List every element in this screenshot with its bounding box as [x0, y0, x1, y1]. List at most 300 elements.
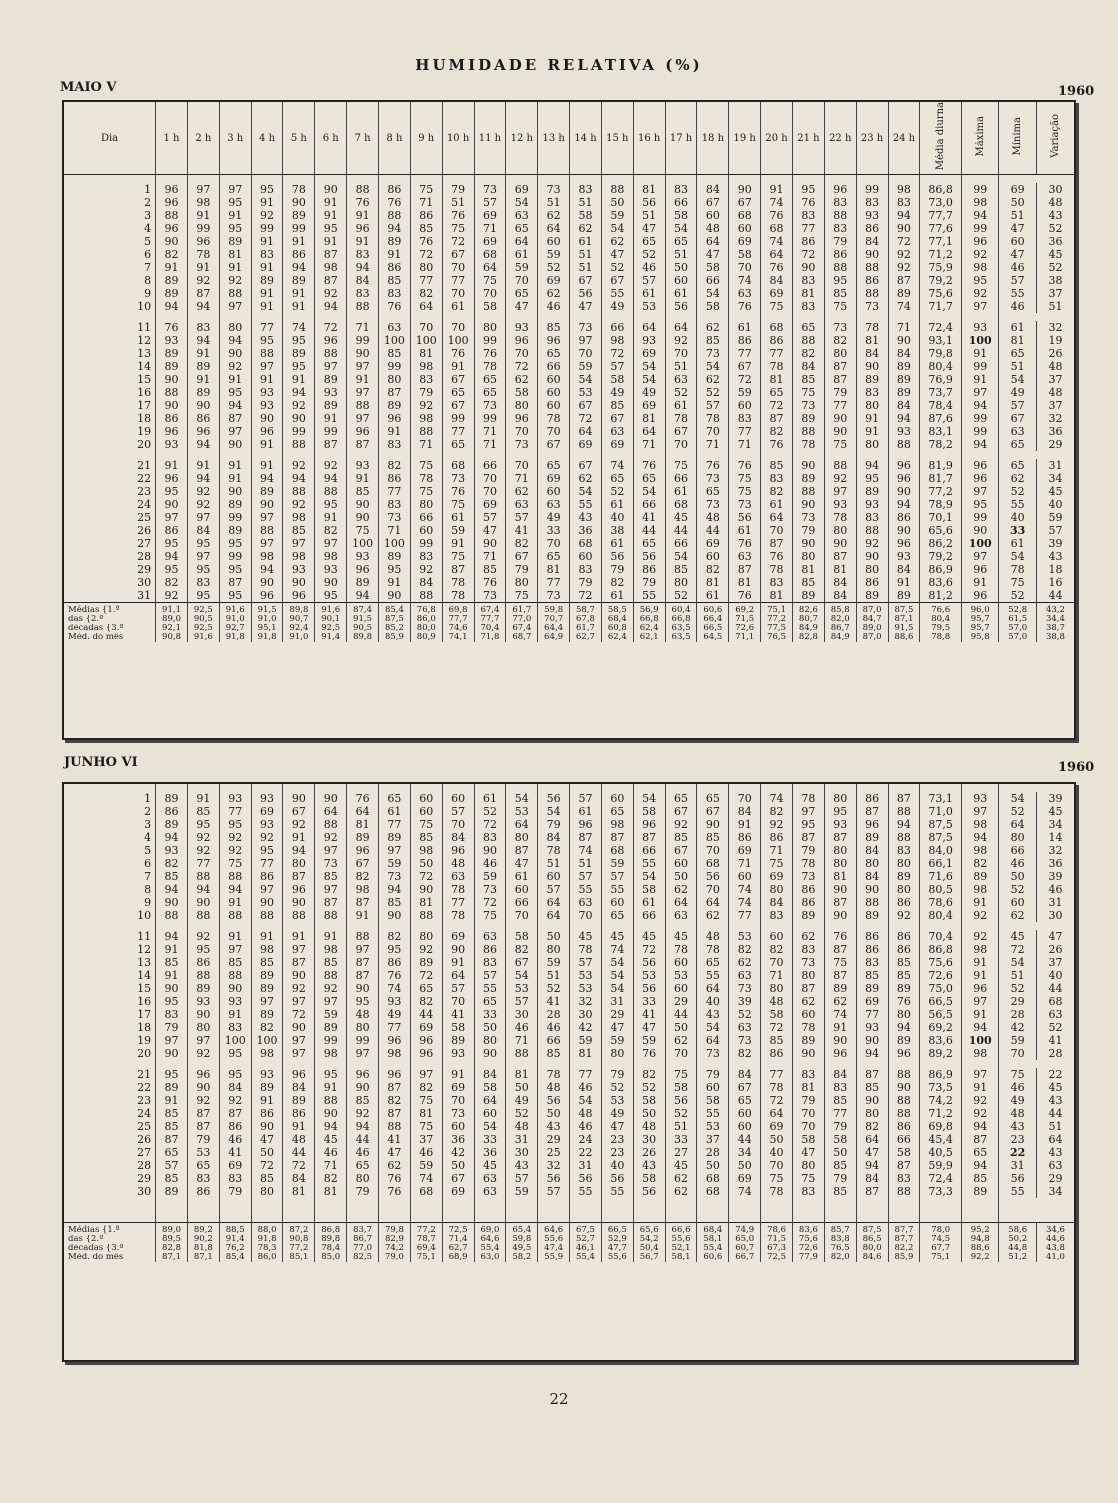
- value-cell: 96: [315, 334, 347, 347]
- value-cell: 94: [315, 472, 347, 485]
- value-cell: 72: [410, 248, 442, 261]
- means-value: 82,6: [792, 603, 824, 616]
- value-cell: 90: [347, 347, 379, 360]
- value-cell: 91: [156, 943, 188, 956]
- value-cell: 85: [856, 969, 888, 982]
- value-cell: 46: [474, 857, 506, 870]
- means-value: 55,4: [570, 1253, 602, 1262]
- means-value: 74,9: [729, 1223, 761, 1236]
- value-cell: 85: [888, 969, 920, 982]
- value-cell: 90: [474, 1047, 506, 1060]
- day-cell: 4: [144, 222, 152, 236]
- value-cell: 62: [697, 321, 729, 334]
- value-cell: 58: [697, 1094, 729, 1107]
- value-cell: 70: [506, 459, 538, 472]
- means-value: 80,4: [920, 615, 962, 624]
- value-cell: 83: [187, 1172, 219, 1185]
- value-cell: 84: [283, 1172, 315, 1185]
- value-cell: 70: [729, 261, 761, 274]
- value-cell: 44: [410, 1008, 442, 1021]
- value-cell: 71: [729, 857, 761, 870]
- value-cell: 91: [219, 459, 251, 472]
- means-value: 65,0: [729, 1235, 761, 1244]
- value-cell: 71: [888, 321, 920, 334]
- value-cell: 94: [156, 300, 188, 313]
- value-cell: 82: [251, 1021, 283, 1034]
- value-cell: 62: [538, 209, 570, 222]
- value-cell: 83: [187, 321, 219, 334]
- value-cell: 48: [283, 1133, 315, 1146]
- day-cell: 18: [137, 412, 152, 426]
- means-value: 75,6: [792, 1235, 824, 1244]
- value-cell: 92: [187, 831, 219, 844]
- value-cell: 53: [633, 300, 665, 313]
- value-cell: 67: [601, 412, 633, 425]
- value-cell: 80: [824, 347, 856, 360]
- means-value: 72,6: [792, 1244, 824, 1253]
- value-cell: 45: [1036, 485, 1074, 498]
- value-cell: 90: [219, 438, 251, 451]
- value-cell: 87: [283, 956, 315, 969]
- header-label: Mínima: [1012, 116, 1024, 156]
- header-cell: 21 h: [792, 102, 824, 175]
- value-cell: 72: [474, 896, 506, 909]
- value-cell: 61: [506, 248, 538, 261]
- value-cell: 90: [283, 576, 315, 589]
- value-cell: 68: [474, 248, 506, 261]
- means-value: 82,8: [156, 1244, 188, 1253]
- means-value: 77,7: [442, 615, 474, 624]
- value-cell: 95: [187, 563, 219, 576]
- value-cell: 89: [156, 360, 188, 373]
- means-row: [64, 1235, 1074, 1244]
- section-year-junho: 1960: [1058, 760, 1095, 775]
- value-cell: 83: [570, 563, 602, 576]
- value-cell: 85: [251, 956, 283, 969]
- value-cell: 55: [697, 1107, 729, 1120]
- day-cell: 20: [137, 438, 152, 452]
- value-cell: 69: [697, 537, 729, 550]
- value-cell: 97: [283, 943, 315, 956]
- value-cell: 83,1: [920, 425, 962, 438]
- value-cell: 91: [283, 1120, 315, 1133]
- header-label: Variação: [1049, 114, 1061, 158]
- value-cell: 30: [506, 1146, 538, 1159]
- value-cell: 96: [506, 412, 538, 425]
- value-cell: 57: [442, 982, 474, 995]
- value-cell: 67: [697, 196, 729, 209]
- value-cell: 67: [697, 805, 729, 818]
- table-header-row: [64, 102, 1074, 175]
- value-cell: 43: [1036, 1146, 1074, 1159]
- value-cell: 97: [219, 425, 251, 438]
- means-value: 91,8: [251, 1235, 283, 1244]
- value-cell: 89: [792, 1034, 824, 1047]
- value-cell: 93: [856, 1021, 888, 1034]
- value-cell: 39: [1036, 792, 1074, 805]
- value-cell: 93: [824, 498, 856, 511]
- value-cell: 54: [999, 956, 1036, 969]
- value-cell: 50: [665, 870, 697, 883]
- value-cell: 77: [379, 818, 411, 831]
- value-cell: 95: [187, 537, 219, 550]
- value-cell: 95: [961, 498, 998, 511]
- value-cell: 16: [1036, 576, 1074, 589]
- value-cell: 81,9: [920, 459, 962, 472]
- means-value: 91,5: [347, 615, 379, 624]
- day-cell: 7: [144, 870, 152, 883]
- value-cell: 86: [156, 412, 188, 425]
- value-cell: 86: [251, 1107, 283, 1120]
- value-cell: 76: [633, 459, 665, 472]
- value-cell: 86: [856, 576, 888, 589]
- value-cell: 90: [856, 883, 888, 896]
- means-value: 70,4: [474, 624, 506, 633]
- value-cell: 93: [251, 1068, 283, 1081]
- value-cell: 88: [888, 831, 920, 844]
- value-cell: 64: [538, 222, 570, 235]
- value-cell: 92: [251, 209, 283, 222]
- value-cell: 72: [999, 943, 1036, 956]
- value-cell: 77: [761, 1068, 793, 1081]
- value-cell: 69: [729, 844, 761, 857]
- value-cell: 86: [187, 956, 219, 969]
- value-cell: 88: [283, 485, 315, 498]
- value-cell: 71: [729, 438, 761, 451]
- value-cell: 50: [665, 261, 697, 274]
- value-cell: 86,2: [920, 537, 962, 550]
- value-cell: 81: [697, 576, 729, 589]
- value-cell: 99: [251, 222, 283, 235]
- value-cell: 75: [410, 1094, 442, 1107]
- value-cell: 93: [156, 438, 188, 451]
- value-cell: 52: [665, 589, 697, 603]
- value-cell: 90: [156, 896, 188, 909]
- value-cell: 50: [251, 1146, 283, 1159]
- value-cell: 64: [856, 1133, 888, 1146]
- value-cell: 88: [888, 1094, 920, 1107]
- value-cell: 59: [570, 360, 602, 373]
- value-cell: 65: [961, 1146, 998, 1159]
- table-row: [64, 334, 1074, 347]
- value-cell: 89: [156, 792, 188, 805]
- value-cell: 85: [251, 1172, 283, 1185]
- value-cell: 59: [410, 1159, 442, 1172]
- day-cell: 15: [137, 373, 152, 387]
- value-cell: 86: [856, 274, 888, 287]
- value-cell: 88: [888, 805, 920, 818]
- value-cell: 84: [856, 235, 888, 248]
- value-cell: 49: [538, 511, 570, 524]
- means-value: 85,9: [888, 1253, 920, 1262]
- value-cell: 28: [1036, 1047, 1074, 1060]
- value-cell: 97: [156, 1034, 188, 1047]
- value-cell: 65: [442, 438, 474, 451]
- value-cell: 95: [219, 589, 251, 603]
- value-cell: 52: [999, 805, 1036, 818]
- value-cell: 99: [283, 222, 315, 235]
- value-cell: 83: [474, 956, 506, 969]
- means-value: 63,5: [665, 633, 697, 642]
- value-cell: 69: [219, 1159, 251, 1172]
- means-value: 75,1: [920, 1253, 962, 1262]
- value-cell: 97: [219, 943, 251, 956]
- value-cell: 84: [888, 399, 920, 412]
- value-cell: 87: [824, 360, 856, 373]
- value-cell: 93: [633, 334, 665, 347]
- means-value: 62,7: [570, 633, 602, 642]
- means-value: 85,8: [824, 603, 856, 616]
- header-cell: 14 h: [570, 102, 602, 175]
- section-label-maio: MAIO V: [60, 80, 117, 95]
- value-cell: 81: [999, 334, 1036, 347]
- value-cell: 91: [379, 576, 411, 589]
- value-cell: 56: [538, 792, 570, 805]
- value-cell: 64: [999, 818, 1036, 831]
- means-value: 87,1: [187, 1253, 219, 1262]
- value-cell: 91: [251, 1094, 283, 1107]
- value-cell: 33: [633, 995, 665, 1008]
- value-cell: 91: [315, 235, 347, 248]
- means-value: 89,8: [283, 603, 315, 616]
- table-row: [64, 930, 1074, 943]
- value-cell: 94: [156, 883, 188, 896]
- value-cell: 93: [251, 399, 283, 412]
- value-cell: 73: [697, 347, 729, 360]
- means-value: 77,9: [792, 1253, 824, 1262]
- value-cell: 71,6: [920, 870, 962, 883]
- value-cell: 55: [633, 857, 665, 870]
- means-value: 64,6: [474, 1235, 506, 1244]
- value-cell: 85: [379, 274, 411, 287]
- value-cell: 91: [347, 909, 379, 922]
- value-cell: 83: [761, 909, 793, 922]
- value-cell: 59: [474, 870, 506, 883]
- value-cell: 81: [410, 896, 442, 909]
- means-value: 83,6: [792, 1223, 824, 1236]
- value-cell: 61: [729, 524, 761, 537]
- means-value: 58,7: [570, 603, 602, 616]
- value-cell: 46: [999, 1081, 1036, 1094]
- value-cell: 74: [761, 235, 793, 248]
- value-cell: 75: [442, 222, 474, 235]
- means-value: 71,5: [761, 1235, 793, 1244]
- value-cell: 50: [601, 196, 633, 209]
- value-cell: 85: [961, 1172, 998, 1185]
- value-cell: 71: [506, 1034, 538, 1047]
- value-cell: 84: [856, 347, 888, 360]
- value-cell: 60: [729, 222, 761, 235]
- value-cell: 76: [442, 347, 474, 360]
- value-cell: 78: [665, 412, 697, 425]
- value-cell: 94: [156, 930, 188, 943]
- means-value: 90,5: [347, 624, 379, 633]
- value-cell: 41: [633, 511, 665, 524]
- value-cell: 69: [633, 347, 665, 360]
- value-cell: 98: [961, 844, 998, 857]
- value-cell: 92: [824, 472, 856, 485]
- value-cell: 47: [601, 248, 633, 261]
- value-cell: 94: [156, 831, 188, 844]
- means-value: 92,5: [187, 603, 219, 616]
- value-cell: 63: [729, 1021, 761, 1034]
- day-cell: 2: [144, 196, 152, 210]
- value-cell: 56: [570, 1172, 602, 1185]
- value-cell: 82: [761, 943, 793, 956]
- value-cell: 60: [474, 1107, 506, 1120]
- day-cell: 25: [137, 511, 152, 525]
- value-cell: 32: [1036, 321, 1074, 334]
- value-cell: 95: [824, 805, 856, 818]
- value-cell: 49: [379, 1008, 411, 1021]
- table-row: [64, 360, 1074, 373]
- value-cell: 31: [999, 1159, 1036, 1172]
- value-cell: 77: [538, 576, 570, 589]
- value-cell: 97: [251, 511, 283, 524]
- value-cell: 80: [856, 1107, 888, 1120]
- value-cell: 84: [792, 360, 824, 373]
- value-cell: 90: [187, 399, 219, 412]
- value-cell: 92: [961, 1107, 998, 1120]
- value-cell: 57: [474, 969, 506, 982]
- value-cell: 89: [888, 386, 920, 399]
- value-cell: 87: [442, 563, 474, 576]
- value-cell: 80: [824, 857, 856, 870]
- table-row: [64, 287, 1074, 300]
- value-cell: 78: [761, 360, 793, 373]
- value-cell: 74: [729, 1185, 761, 1198]
- means-value: 84,9: [792, 624, 824, 633]
- value-cell: 87: [961, 1133, 998, 1146]
- means-value: 94,8: [961, 1235, 998, 1244]
- value-cell: 89: [442, 1034, 474, 1047]
- header-cell: Dia: [64, 102, 156, 175]
- value-cell: 75: [506, 589, 538, 603]
- means-value: 79,0: [379, 1253, 411, 1262]
- value-cell: 85: [856, 1081, 888, 1094]
- value-cell: 88: [283, 909, 315, 922]
- value-cell: 55: [570, 883, 602, 896]
- value-cell: 65: [538, 347, 570, 360]
- value-cell: 69: [761, 870, 793, 883]
- value-cell: 70: [474, 485, 506, 498]
- value-cell: 64: [474, 1094, 506, 1107]
- table-row: [64, 183, 1074, 196]
- value-cell: 63: [1036, 1159, 1074, 1172]
- value-cell: 68: [761, 321, 793, 334]
- value-cell: 52: [999, 485, 1036, 498]
- value-cell: 67: [442, 1172, 474, 1185]
- means-value: 64,9: [538, 633, 570, 642]
- value-cell: 92: [410, 943, 442, 956]
- value-cell: 75: [761, 1172, 793, 1185]
- value-cell: 96: [347, 844, 379, 857]
- value-cell: 94: [888, 412, 920, 425]
- value-cell: 60: [570, 550, 602, 563]
- value-cell: 80: [251, 1185, 283, 1198]
- value-cell: 92: [283, 498, 315, 511]
- value-cell: 96: [961, 589, 998, 603]
- value-cell: 31: [601, 995, 633, 1008]
- value-cell: 82: [315, 524, 347, 537]
- value-cell: 71: [474, 438, 506, 451]
- value-cell: 59: [506, 261, 538, 274]
- value-cell: 44: [1036, 982, 1074, 995]
- value-cell: 81: [283, 1185, 315, 1198]
- value-cell: 91: [379, 248, 411, 261]
- value-cell: 34: [1036, 818, 1074, 831]
- table-row: [64, 425, 1074, 438]
- value-cell: 80: [888, 857, 920, 870]
- value-cell: 77: [729, 347, 761, 360]
- day-cell: 29: [137, 1172, 152, 1185]
- value-cell: 70: [761, 524, 793, 537]
- value-cell: 97: [410, 1068, 442, 1081]
- value-cell: 93: [156, 844, 188, 857]
- value-cell: 81,2: [920, 589, 962, 603]
- value-cell: 60: [601, 896, 633, 909]
- value-cell: 77: [824, 399, 856, 412]
- value-cell: 58: [506, 930, 538, 943]
- value-cell: 76: [379, 300, 411, 313]
- value-cell: 89: [347, 576, 379, 589]
- value-cell: 95: [824, 274, 856, 287]
- value-cell: 84: [729, 805, 761, 818]
- value-cell: 87: [219, 412, 251, 425]
- day-cell: 27: [137, 1146, 152, 1159]
- value-cell: 91: [961, 896, 998, 909]
- value-cell: 50: [410, 857, 442, 870]
- value-cell: 29: [1036, 438, 1074, 451]
- means-value: 91,1: [156, 603, 188, 616]
- value-cell: 43: [999, 1120, 1036, 1133]
- means-label: décadas {3.ª: [68, 1244, 124, 1253]
- value-cell: 82: [379, 459, 411, 472]
- means-value: 58,1: [697, 1235, 729, 1244]
- value-cell: 66: [665, 537, 697, 550]
- value-cell: 60: [506, 883, 538, 896]
- value-cell: 98: [347, 883, 379, 896]
- value-cell: 34: [729, 1146, 761, 1159]
- value-cell: 76: [442, 485, 474, 498]
- value-cell: 63: [474, 930, 506, 943]
- value-cell: 95: [315, 1068, 347, 1081]
- value-cell: 75: [442, 498, 474, 511]
- value-cell: 79,2: [920, 274, 962, 287]
- value-cell: 60: [665, 982, 697, 995]
- value-cell: 80: [601, 1047, 633, 1060]
- value-cell: 45: [633, 930, 665, 943]
- value-cell: 78: [697, 412, 729, 425]
- value-cell: 91: [251, 300, 283, 313]
- value-cell: 72: [251, 1159, 283, 1172]
- value-cell: 79: [156, 1021, 188, 1034]
- day-cell: 22: [137, 472, 152, 486]
- value-cell: 66: [633, 844, 665, 857]
- value-cell: 86,8: [920, 943, 962, 956]
- value-cell: 49: [601, 386, 633, 399]
- value-cell: 71,2: [920, 248, 962, 261]
- value-cell: 91: [961, 347, 998, 360]
- value-cell: 61: [665, 399, 697, 412]
- value-cell: 65: [506, 222, 538, 235]
- value-cell: 78: [538, 844, 570, 857]
- value-cell: 91: [187, 373, 219, 386]
- value-cell: 84: [888, 563, 920, 576]
- table-row: [64, 550, 1074, 563]
- value-cell: 58: [474, 1081, 506, 1094]
- value-cell: 26: [633, 1146, 665, 1159]
